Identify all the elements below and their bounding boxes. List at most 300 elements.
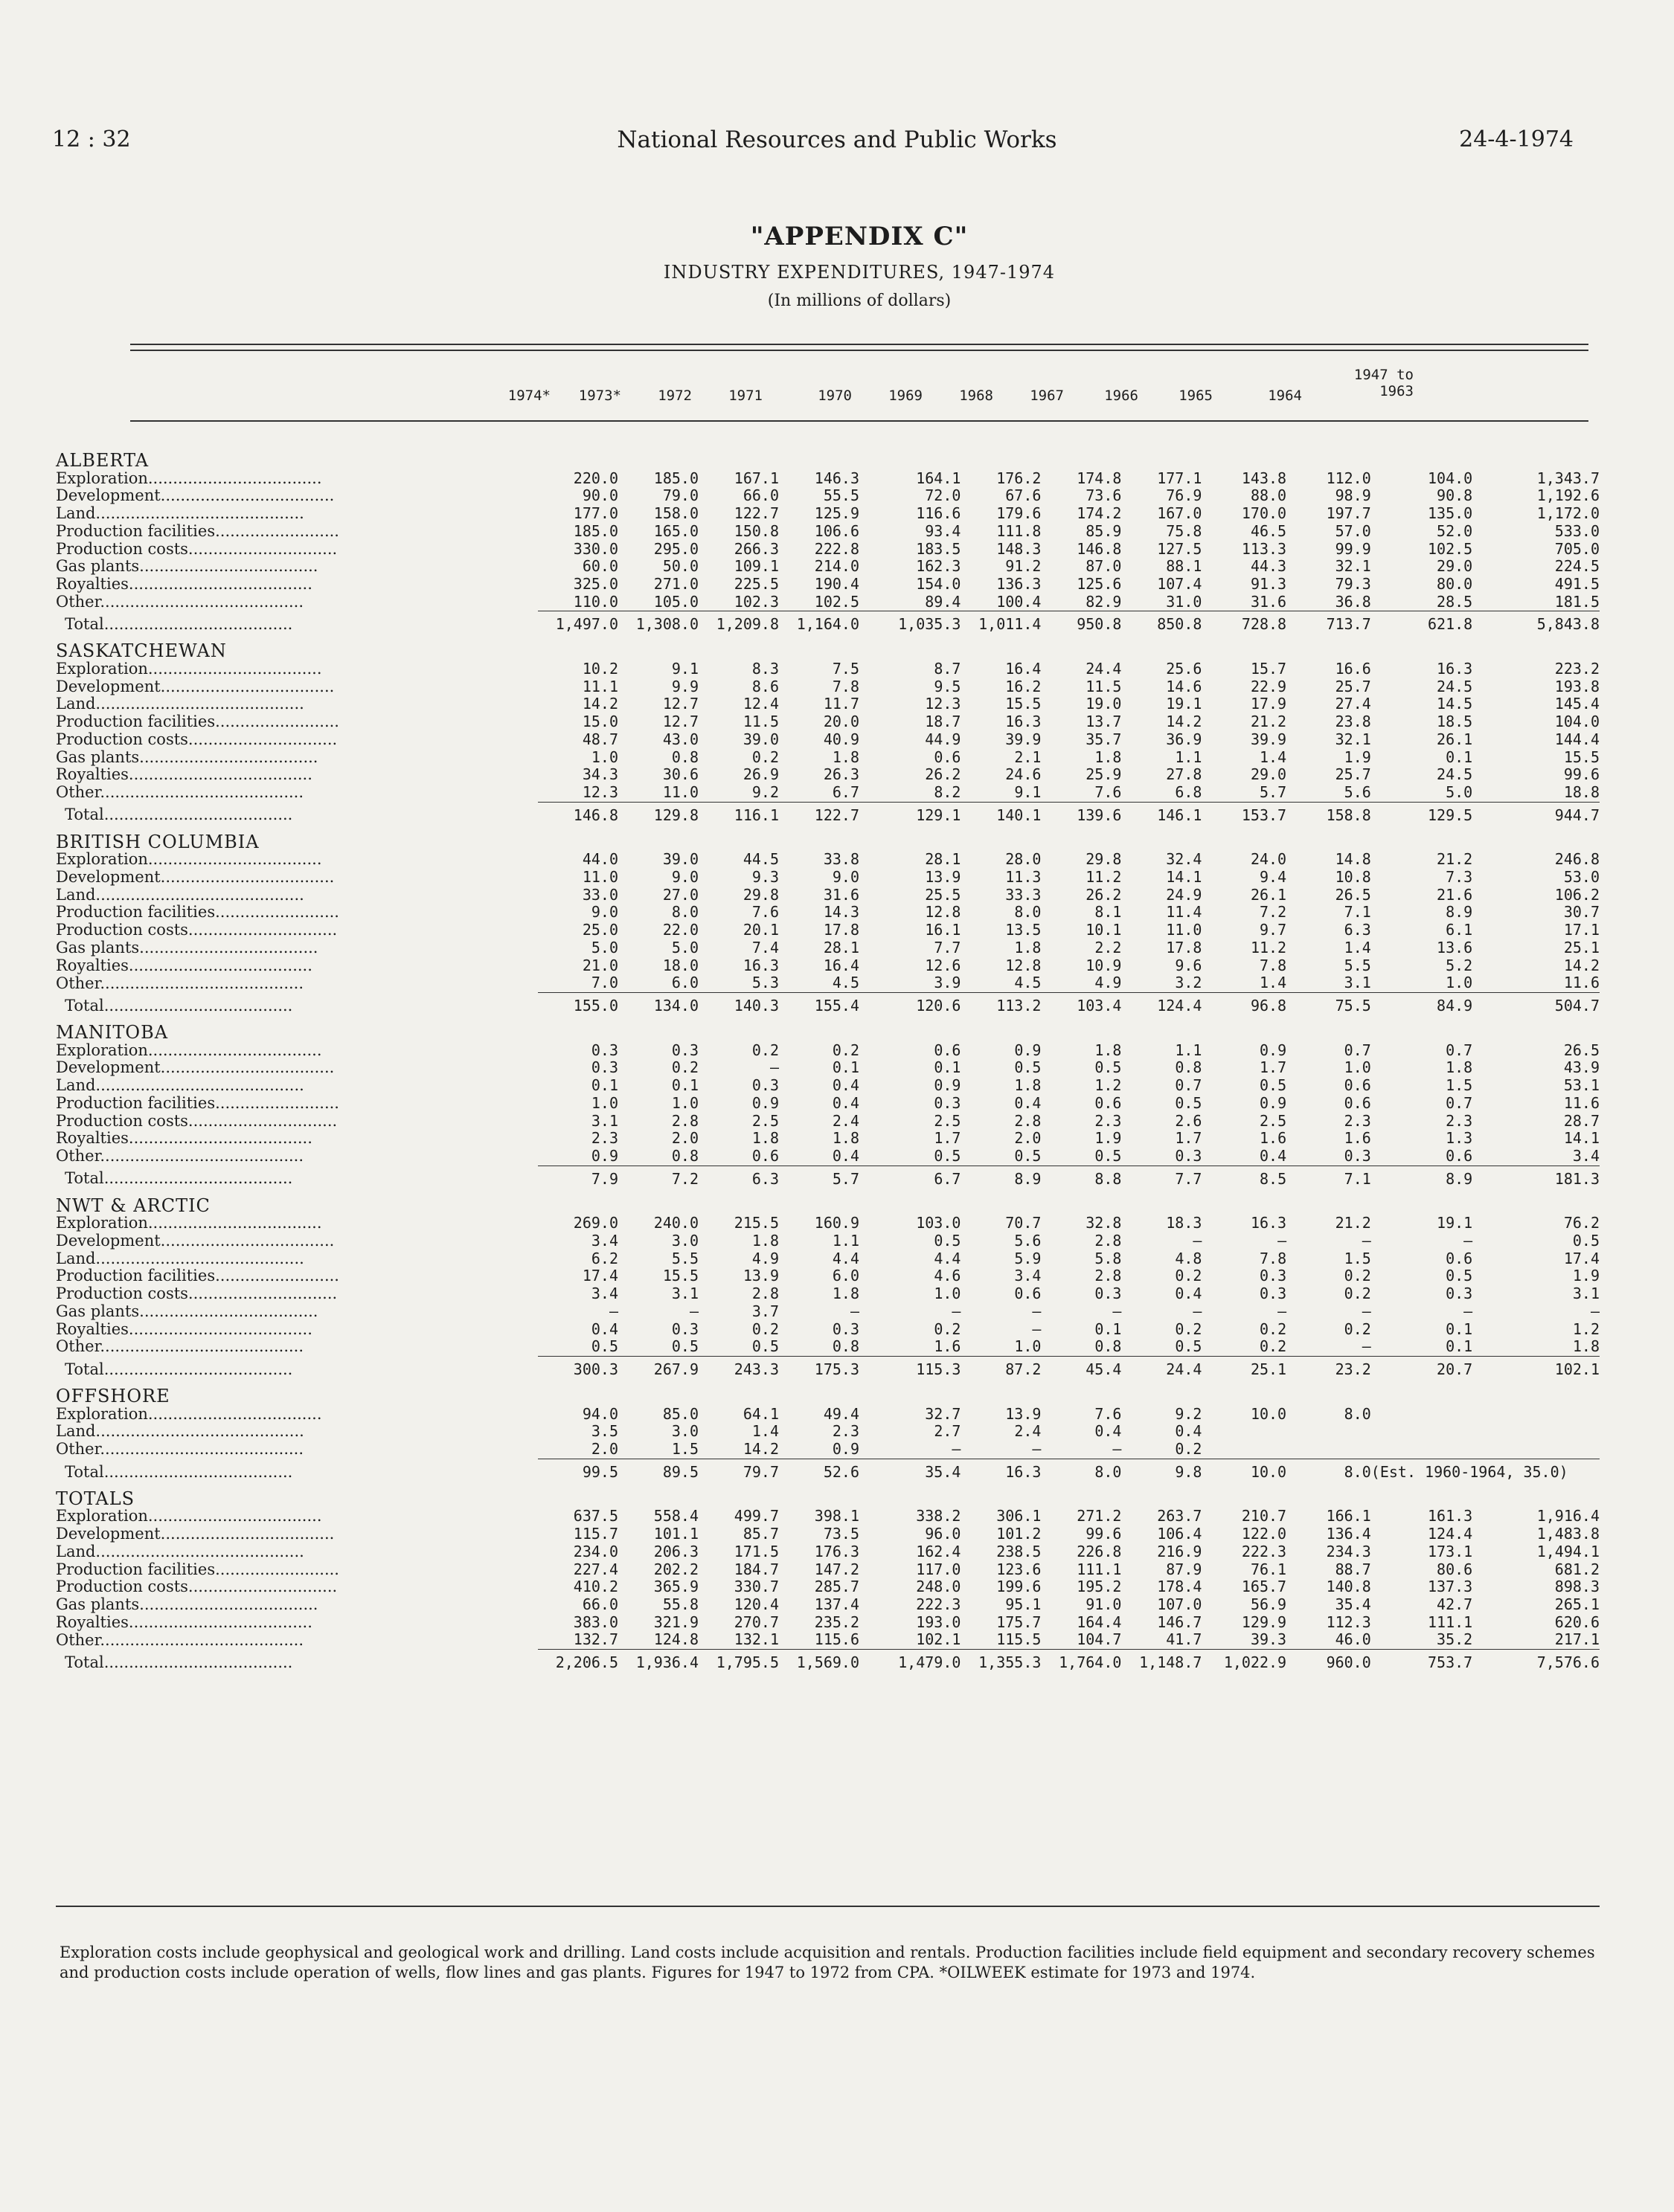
table-cell: 0.7	[1446, 1041, 1473, 1059]
table-cell: 285.7	[814, 1578, 860, 1596]
table-row	[56, 1303, 1600, 1321]
table-cell: 132.7	[573, 1630, 619, 1649]
table-cell: 0.9	[1259, 1041, 1287, 1059]
appendix-title: "APPENDIX C"	[750, 222, 969, 251]
table-cell: 0.4	[1175, 1285, 1202, 1303]
table-cell: 0.9	[591, 1146, 619, 1165]
table-cell: 41.7	[1166, 1630, 1202, 1649]
table-cell: 102.1	[916, 1630, 961, 1649]
table-cell: 171.5	[734, 1542, 780, 1560]
table-cell: 7.1	[1344, 903, 1371, 922]
table-cell: 0.8	[1175, 1058, 1202, 1077]
table-cell: 7.6	[1094, 1404, 1122, 1423]
total-cell: 7.9	[538, 1166, 618, 1192]
table-cell: 0.4	[832, 1146, 860, 1165]
table-cell: 39.0	[743, 730, 780, 748]
table-row	[56, 957, 1600, 975]
table-cell: —	[1362, 1302, 1371, 1320]
table-cell: 96.0	[925, 1525, 961, 1543]
table-cell: 16.4	[1005, 660, 1042, 678]
table-cell: 16.6	[1335, 660, 1371, 678]
row-label: Royalties.....................................	[56, 956, 312, 974]
table-cell: 234.0	[573, 1542, 619, 1560]
top-rule-2	[130, 350, 1588, 351]
table-cell: 95.1	[1005, 1595, 1042, 1613]
table-cell: 1,192.6	[1536, 486, 1600, 505]
table-cell: 101.2	[996, 1525, 1042, 1543]
table-cell: 105.0	[653, 592, 699, 611]
appendix-heading	[130, 222, 1588, 310]
table-cell: 14.1	[1166, 868, 1202, 887]
table-cell: 5.6	[1344, 782, 1371, 801]
total-cell: 960.0	[1286, 1650, 1371, 1676]
table-cell: 107.0	[1157, 1595, 1202, 1613]
table-cell: 226.8	[1077, 1542, 1122, 1560]
table-row	[56, 904, 1600, 922]
table-cell: 1,343.7	[1536, 469, 1600, 487]
table-cell: 99.6	[1085, 1525, 1122, 1543]
row-label: Royalties.....................................	[56, 765, 312, 784]
table-cell: 8.6	[751, 677, 780, 695]
table-cell: 206.3	[653, 1542, 699, 1560]
table-cell: 22.0	[662, 921, 699, 939]
table-cell: 109.1	[734, 557, 780, 576]
row-label: Production facilities.........................	[56, 1267, 339, 1285]
column-header: 1968	[959, 388, 993, 404]
table-cell: 162.4	[916, 1542, 961, 1560]
table-cell: 0.2	[751, 1319, 780, 1338]
table-cell: 16.3	[1437, 660, 1473, 678]
table-cell: —	[1032, 1440, 1042, 1459]
row-label: Exploration...................................	[56, 1041, 322, 1059]
total-row	[56, 1650, 1600, 1676]
table-cell: 0.5	[1094, 1058, 1122, 1077]
total-label: Total......................................	[65, 806, 293, 824]
table-cell: 0.5	[671, 1337, 699, 1356]
table-cell	[1371, 1441, 1472, 1459]
row-label: Production costs..............................	[56, 1578, 338, 1596]
table-cell: 13.5	[1005, 921, 1042, 939]
total-cell: 504.7	[1472, 992, 1600, 1018]
table-cell: 85.7	[743, 1525, 780, 1543]
table-cell: 179.6	[996, 504, 1042, 523]
table-cell: 0.9	[934, 1076, 961, 1095]
table-cell: 4.4	[832, 1249, 860, 1267]
row-label: Other.........................................	[56, 783, 304, 802]
total-cell: 146.8	[538, 802, 618, 828]
table-cell: 234.3	[1326, 1542, 1371, 1560]
table-cell: —	[850, 1302, 860, 1320]
table-row	[56, 713, 1600, 731]
table-cell: 0.6	[1344, 1076, 1371, 1095]
table-cell: 115.5	[996, 1630, 1042, 1649]
row-label: Production costs..............................	[56, 1111, 338, 1130]
table-cell: 7.2	[1259, 903, 1287, 922]
table-cell: 19.1	[1437, 1214, 1473, 1232]
table-cell: 17.8	[823, 921, 860, 939]
row-label: Land..........................................	[56, 885, 304, 904]
table-row	[56, 470, 1600, 488]
table-cell: 13.7	[1085, 713, 1122, 731]
table-cell: 20.1	[743, 921, 780, 939]
table-cell: 1.8	[1014, 1076, 1042, 1095]
table-cell: 2.8	[1014, 1111, 1042, 1130]
row-label: Exploration...................................	[56, 469, 322, 487]
table-cell: 167.0	[1157, 504, 1202, 523]
table-cell: 14.1	[1563, 1129, 1600, 1148]
table-cell: 146.7	[1157, 1613, 1202, 1631]
table-cell: 166.1	[1326, 1507, 1371, 1525]
table-cell: 11.6	[1563, 974, 1600, 992]
row-label: Gas plants....................................	[56, 938, 318, 957]
total-cell: 2,206.5	[538, 1650, 618, 1676]
total-cell: 1,569.0	[779, 1650, 859, 1676]
total-cell: 7.1	[1286, 1166, 1371, 1192]
table-row	[56, 1095, 1600, 1113]
table-cell: 1.6	[1344, 1129, 1371, 1148]
table-cell: 66.0	[582, 1595, 619, 1613]
table-cell: 0.3	[1175, 1146, 1202, 1165]
total-cell: 158.8	[1286, 802, 1371, 828]
table-cell: 11.1	[582, 677, 619, 695]
table-cell: 112.0	[1326, 469, 1371, 487]
table-cell: 52.0	[1437, 521, 1473, 540]
table-cell: 75.8	[1166, 521, 1202, 540]
table-cell: 5.0	[671, 938, 699, 957]
table-cell: 11.3	[1005, 868, 1042, 887]
table-cell: 25.7	[1335, 677, 1371, 695]
table-cell: 9.4	[1259, 868, 1287, 887]
table-cell: 9.2	[1175, 1404, 1202, 1423]
table-cell: 26.5	[1563, 1041, 1600, 1059]
table-cell: 1.9	[1094, 1129, 1122, 1148]
table-cell: 24.4	[1085, 660, 1122, 678]
table-cell: 11.2	[1250, 938, 1287, 957]
table-cell: 1.0	[671, 1093, 699, 1112]
total-cell: 35.4	[859, 1459, 961, 1485]
page-date: 24-4-1974	[1459, 126, 1574, 152]
table-cell: 87.9	[1166, 1560, 1202, 1578]
table-cell: 5.6	[1014, 1232, 1042, 1250]
column-header: 1970	[818, 388, 852, 404]
total-cell: 129.8	[618, 802, 699, 828]
table-cell: 42.7	[1437, 1595, 1473, 1613]
table-cell: —	[1032, 1319, 1042, 1338]
table-cell: 3.4	[1014, 1267, 1042, 1285]
table-cell: 5.3	[751, 974, 780, 992]
table-cell: 154.0	[916, 574, 961, 593]
table-cell: 103.0	[916, 1214, 961, 1232]
total-label: Total......................................	[65, 1653, 293, 1671]
table-cell: 330.7	[734, 1578, 780, 1596]
row-label: Other.........................................	[56, 1337, 304, 1356]
table-cell: 224.5	[1554, 557, 1600, 576]
table-cell	[1371, 1423, 1472, 1441]
total-cell: 267.9	[618, 1356, 699, 1382]
table-cell: 14.2	[743, 1440, 780, 1459]
table-cell: 4.5	[1014, 974, 1042, 992]
table-cell: 85.0	[662, 1404, 699, 1423]
table-cell: 0.5	[1572, 1232, 1600, 1250]
table-cell: 10.9	[1085, 956, 1122, 974]
table-cell: —	[1362, 1232, 1371, 1250]
table-row	[56, 1525, 1600, 1543]
table-cell: 113.3	[1241, 539, 1287, 558]
table-cell: 1.8	[832, 747, 860, 766]
page-header	[0, 126, 1674, 164]
table-cell: 1.9	[1344, 747, 1371, 766]
row-label: Production facilities.........................	[56, 903, 339, 922]
table-cell: 16.1	[925, 921, 961, 939]
total-cell: 6.7	[859, 1166, 961, 1192]
appendix-subtitle: INDUSTRY EXPENDITURES, 1947-1974	[663, 262, 1056, 283]
table-row	[56, 1543, 1600, 1561]
table-cell: 27.0	[662, 885, 699, 904]
table-cell: —	[1277, 1232, 1287, 1250]
table-cell: 27.4	[1335, 695, 1371, 713]
table-cell: 184.7	[734, 1560, 780, 1578]
table-cell: 2.0	[671, 1129, 699, 1148]
table-cell: 2.4	[832, 1111, 860, 1130]
table-cell: 15.5	[1005, 695, 1042, 713]
table-cell: 9.3	[751, 868, 780, 887]
table-cell: 1,172.0	[1536, 504, 1600, 523]
table-cell: 0.9	[832, 1440, 860, 1459]
table-cell: 33.3	[1005, 885, 1042, 904]
table-cell: 33.8	[823, 850, 860, 869]
table-cell: 330.0	[573, 539, 619, 558]
table-cell: 202.2	[653, 1560, 699, 1578]
total-cell: 621.8	[1371, 611, 1472, 637]
table-cell: 8.0	[1014, 903, 1042, 922]
table-cell: 87.0	[1085, 557, 1122, 576]
table-cell: —	[1362, 1337, 1371, 1356]
table-cell: 620.6	[1554, 1613, 1600, 1631]
table-cell: 10.0	[1250, 1404, 1287, 1423]
table-cell: 34.3	[582, 765, 619, 784]
table-cell: 140.8	[1326, 1578, 1371, 1596]
column-header: 1973*	[578, 388, 621, 404]
row-label: Exploration...................................	[56, 660, 322, 678]
table-cell: 43.9	[1563, 1058, 1600, 1077]
total-cell: 20.7	[1371, 1356, 1472, 1382]
table-cell: 2.0	[1014, 1129, 1042, 1148]
table-cell: 225.5	[734, 574, 780, 593]
total-cell: 753.7	[1371, 1650, 1472, 1676]
table-cell: 177.1	[1157, 469, 1202, 487]
table-cell: 11.5	[743, 713, 780, 731]
table-row	[56, 1215, 1600, 1232]
table-cell: 115.6	[814, 1630, 860, 1649]
table-cell: 0.8	[1094, 1337, 1122, 1356]
column-header: 1971	[728, 388, 763, 404]
table-cell: 123.6	[996, 1560, 1042, 1578]
table-cell: 104.0	[1554, 713, 1600, 731]
table-cell: 2.8	[1094, 1232, 1122, 1250]
table-cell: 222.3	[916, 1595, 961, 1613]
table-cell: 1.8	[1094, 1041, 1122, 1059]
total-cell: 1,035.3	[859, 611, 961, 637]
table-cell: 24.6	[1005, 765, 1042, 784]
table-row	[56, 576, 1600, 594]
total-row	[56, 1166, 1600, 1192]
table-row	[56, 1561, 1600, 1579]
table-cell: 1.6	[934, 1337, 961, 1356]
total-cell: 9.8	[1121, 1459, 1202, 1485]
total-label: Total......................................	[65, 1360, 293, 1378]
table-cell: 160.9	[814, 1214, 860, 1232]
total-cell: 140.3	[699, 992, 779, 1018]
table-cell: 32.7	[925, 1404, 961, 1423]
table-cell: 55.8	[662, 1595, 699, 1613]
province-heading: OFFSHORE	[56, 1385, 170, 1406]
table-cell: 2.3	[1344, 1111, 1371, 1130]
table-cell: 90.8	[1437, 486, 1473, 505]
table-cell: 26.1	[1437, 730, 1473, 748]
table-cell: 24.9	[1166, 885, 1202, 904]
table-cell: 35.2	[1437, 1630, 1473, 1649]
table-cell: 5.5	[1344, 956, 1371, 974]
row-label: Production facilities.........................	[56, 1093, 339, 1112]
table-cell: 0.1	[1446, 1337, 1473, 1356]
table-cell: 7.6	[751, 903, 780, 922]
row-label: Production costs..............................	[56, 539, 338, 558]
table-cell: 7.8	[1259, 956, 1287, 974]
row-label: Production costs..............................	[56, 1285, 338, 1303]
table-cell: 17.9	[1250, 695, 1287, 713]
table-cell: 1.0	[1446, 974, 1473, 992]
table-cell: 2.7	[934, 1422, 961, 1441]
total-cell: 87.2	[961, 1356, 1041, 1382]
table-cell: 0.6	[1094, 1093, 1122, 1112]
table-cell: 216.9	[1157, 1542, 1202, 1560]
table-cell: 46.0	[1335, 1630, 1371, 1649]
table-cell: 321.9	[653, 1613, 699, 1631]
table-cell: 23.8	[1335, 713, 1371, 731]
row-label: Development...................................	[56, 677, 335, 695]
total-cell: 120.6	[859, 992, 961, 1018]
table-cell: 143.8	[1241, 469, 1287, 487]
table-cell: 0.5	[591, 1337, 619, 1356]
table-cell: 4.6	[934, 1267, 961, 1285]
table-cell: 0.5	[751, 1337, 780, 1356]
table-cell: 2.4	[1014, 1422, 1042, 1441]
table-cell: 5.0	[591, 938, 619, 957]
table-cell: 21.6	[1437, 885, 1473, 904]
table-row	[56, 1059, 1600, 1077]
table-cell: 0.4	[832, 1076, 860, 1095]
row-label: Other.........................................	[56, 592, 304, 611]
table-cell: 36.9	[1166, 730, 1202, 748]
table-cell: 266.3	[734, 539, 780, 558]
table-cell: 1.7	[934, 1129, 961, 1148]
table-cell: 11.0	[1166, 921, 1202, 939]
table-cell: 6.1	[1446, 921, 1473, 939]
table-cell: 72.0	[925, 486, 961, 505]
table-cell: 0.8	[832, 1337, 860, 1356]
table-cell: 111.1	[1077, 1560, 1122, 1578]
row-label: Other.........................................	[56, 1440, 304, 1459]
total-cell: 146.1	[1121, 802, 1202, 828]
table-cell: 165.7	[1241, 1578, 1287, 1596]
table-cell: 164.1	[916, 469, 961, 487]
table-cell: 215.5	[734, 1214, 780, 1232]
table-cell: 1.1	[1175, 747, 1202, 766]
table-cell: 6.7	[832, 782, 860, 801]
table-cell: 122.0	[1241, 1525, 1287, 1543]
table-cell: 57.0	[1335, 521, 1371, 540]
row-label: Land..........................................	[56, 504, 304, 523]
total-cell: 96.8	[1202, 992, 1286, 1018]
table-cell: 491.5	[1554, 574, 1600, 593]
table-cell: 3.1	[591, 1111, 619, 1130]
total-cell: 6.3	[699, 1166, 779, 1192]
table-cell: 25.9	[1085, 765, 1122, 784]
row-label: Production facilities.........................	[56, 713, 339, 731]
table-cell: 167.1	[734, 469, 780, 487]
table-cell: 176.2	[996, 469, 1042, 487]
table-cell: 0.2	[1175, 1267, 1202, 1285]
table-cell: 1.4	[1259, 974, 1287, 992]
table-cell: 132.1	[734, 1630, 780, 1649]
table-cell: 1.5	[671, 1440, 699, 1459]
table-cell: 18.5	[1437, 713, 1473, 731]
table-cell: 4.8	[1175, 1249, 1202, 1267]
table-cell: 227.4	[573, 1560, 619, 1578]
total-cell: 122.7	[779, 802, 859, 828]
table-cell: 6.0	[832, 1267, 860, 1285]
table-cell: 73.5	[823, 1525, 860, 1543]
table-cell: 637.5	[573, 1507, 619, 1525]
table-cell: 32.4	[1166, 850, 1202, 869]
table-cell: 0.5	[1175, 1093, 1202, 1112]
table-cell: 13.9	[925, 868, 961, 887]
total-cell: 1,308.0	[618, 611, 699, 637]
table-row	[56, 887, 1600, 904]
table-cell: 410.2	[573, 1578, 619, 1596]
total-cell: 25.1	[1202, 1356, 1286, 1382]
table-row	[56, 558, 1600, 576]
total-label: Total......................................	[65, 1462, 293, 1481]
table-cell: 82.9	[1085, 592, 1122, 611]
table-cell: 0.2	[1344, 1267, 1371, 1285]
table-row	[56, 922, 1600, 939]
table-cell: 1.9	[1572, 1267, 1600, 1285]
table-cell: 7.3	[1446, 868, 1473, 887]
table-cell: 25.6	[1166, 660, 1202, 678]
table-cell: 0.9	[1259, 1093, 1287, 1112]
table-row	[56, 1406, 1600, 1424]
table-row	[56, 1077, 1600, 1095]
table-cell: 22.9	[1250, 677, 1287, 695]
table-cell: 0.9	[751, 1093, 780, 1112]
table-cell: 0.5	[1175, 1337, 1202, 1356]
total-cell: 16.3	[961, 1459, 1041, 1485]
table-cell: 0.2	[751, 747, 780, 766]
table-row	[56, 523, 1600, 541]
table-cell: 222.3	[1241, 1542, 1287, 1560]
table-cell: 11.0	[662, 782, 699, 801]
total-cell: 1,936.4	[618, 1650, 699, 1676]
table-cell: 195.2	[1077, 1578, 1122, 1596]
table-row	[56, 594, 1600, 611]
table-cell: 32.8	[1085, 1214, 1122, 1232]
total-cell: 850.8	[1121, 611, 1202, 637]
table-cell: 295.0	[653, 539, 699, 558]
table-cell: 0.1	[591, 1076, 619, 1095]
table-cell: 3.0	[671, 1232, 699, 1250]
table-cell: 0.1	[1446, 747, 1473, 766]
